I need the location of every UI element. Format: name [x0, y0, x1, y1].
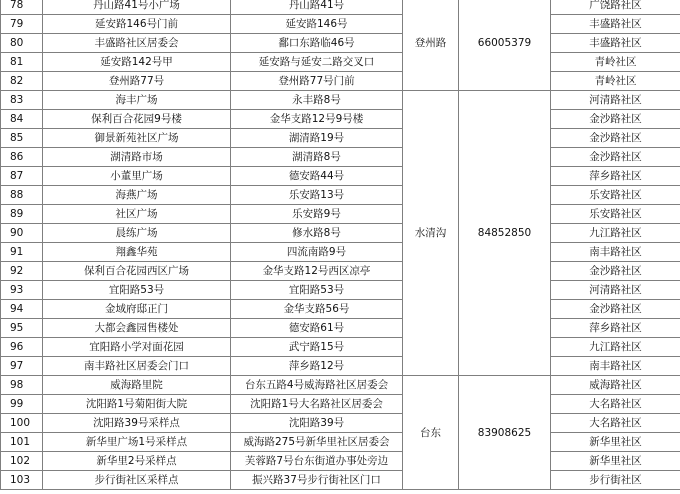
table-row — [1, 34, 680, 53]
table-row — [1, 243, 680, 262]
site-address: 登州路77号门前 — [231, 72, 403, 91]
site-address: 德安路44号 — [231, 167, 403, 186]
row-number: 96 — [1, 338, 43, 357]
site-address: 延安路146号 — [231, 15, 403, 34]
site-name: 御景新苑社区广场 — [43, 129, 231, 148]
site-name: 沈阳路39号采样点 — [43, 414, 231, 433]
table-row — [1, 376, 680, 395]
row-number: 100 — [1, 414, 43, 433]
row-number: 99 — [1, 395, 43, 414]
row-number: 87 — [1, 167, 43, 186]
site-name: 保利百合花园9号楼 — [43, 110, 231, 129]
community-name: 九江路社区 — [551, 338, 680, 357]
site-address: 振兴路37号步行街社区门口 — [231, 471, 403, 490]
site-name: 新华里广场1号采样点 — [43, 433, 231, 452]
community-name: 金沙路社区 — [551, 148, 680, 167]
site-name: 南丰路社区居委会门口 — [43, 357, 231, 376]
community-name: 金沙路社区 — [551, 129, 680, 148]
table-row — [1, 471, 680, 490]
site-address: 金华支路12号9号楼 — [231, 110, 403, 129]
site-name: 登州路77号 — [43, 72, 231, 91]
site-address: 金华支路12号西区凉亭 — [231, 262, 403, 281]
site-name: 小董里广场 — [43, 167, 231, 186]
site-address: 鄱口东路临46号 — [231, 34, 403, 53]
site-address: 丹山路41号 — [231, 0, 403, 15]
community-name: 威海路社区 — [551, 376, 680, 395]
row-number: 102 — [1, 452, 43, 471]
row-number: 83 — [1, 91, 43, 110]
table-row — [1, 0, 680, 15]
district-phone: 83908625 — [459, 376, 551, 490]
community-name: 九江路社区 — [551, 224, 680, 243]
row-number: 89 — [1, 205, 43, 224]
community-name: 南丰路社区 — [551, 243, 680, 262]
row-number: 80 — [1, 34, 43, 53]
site-address: 萍乡路12号 — [231, 357, 403, 376]
row-number: 91 — [1, 243, 43, 262]
site-address: 湖清路19号 — [231, 129, 403, 148]
table-row — [1, 433, 680, 452]
district-phone: 84852850 — [459, 91, 551, 376]
table-row — [1, 357, 680, 376]
site-name: 丹山路41号小广场 — [43, 0, 231, 15]
site-address: 芙蓉路7号台东街道办事处旁边 — [231, 452, 403, 471]
community-name: 青岭社区 — [551, 72, 680, 91]
community-name: 乐安路社区 — [551, 186, 680, 205]
table-row — [1, 129, 680, 148]
site-address: 威海路275号新华里社区居委会 — [231, 433, 403, 452]
table-row — [1, 452, 680, 471]
community-name: 新华里社区 — [551, 452, 680, 471]
district-name: 台东 — [403, 376, 459, 490]
site-address: 乐安路13号 — [231, 186, 403, 205]
site-name: 宜阳路小学对面花园 — [43, 338, 231, 357]
community-name: 乐安路社区 — [551, 205, 680, 224]
site-name: 翔鑫华苑 — [43, 243, 231, 262]
row-number: 85 — [1, 129, 43, 148]
row-number: 98 — [1, 376, 43, 395]
table-row — [1, 395, 680, 414]
district-name: 登州路 — [403, 0, 459, 91]
table-row — [1, 110, 680, 129]
row-number: 90 — [1, 224, 43, 243]
table-row — [1, 72, 680, 91]
table-row — [1, 300, 680, 319]
site-name: 海燕广场 — [43, 186, 231, 205]
row-number: 79 — [1, 15, 43, 34]
site-name: 晨练广场 — [43, 224, 231, 243]
site-name: 金域府邸正门 — [43, 300, 231, 319]
row-number: 78 — [1, 0, 43, 15]
table-body — [1, 0, 680, 490]
site-address: 武宁路15号 — [231, 338, 403, 357]
site-address: 金华支路56号 — [231, 300, 403, 319]
site-address: 永丰路8号 — [231, 91, 403, 110]
row-number: 92 — [1, 262, 43, 281]
community-name: 丰盛路社区 — [551, 15, 680, 34]
table-row — [1, 338, 680, 357]
table-row — [1, 186, 680, 205]
table-row — [1, 414, 680, 433]
community-name: 广饶路社区 — [551, 0, 680, 15]
community-name: 金沙路社区 — [551, 300, 680, 319]
site-address: 沈阳路39号 — [231, 414, 403, 433]
table-row — [1, 281, 680, 300]
row-number: 97 — [1, 357, 43, 376]
site-name: 湖清路市场 — [43, 148, 231, 167]
community-name: 河清路社区 — [551, 281, 680, 300]
site-address: 四流南路9号 — [231, 243, 403, 262]
table-row — [1, 319, 680, 338]
site-address: 湖清路8号 — [231, 148, 403, 167]
site-address: 台东五路4号威海路社区居委会 — [231, 376, 403, 395]
community-name: 萍乡路社区 — [551, 319, 680, 338]
community-name: 河清路社区 — [551, 91, 680, 110]
community-name: 丰盛路社区 — [551, 34, 680, 53]
site-name: 威海路里院 — [43, 376, 231, 395]
table-row — [1, 167, 680, 186]
site-name: 新华里2号采样点 — [43, 452, 231, 471]
site-name: 海丰广场 — [43, 91, 231, 110]
community-name: 步行街社区 — [551, 471, 680, 490]
community-name: 新华里社区 — [551, 433, 680, 452]
row-number: 95 — [1, 319, 43, 338]
site-name: 沈阳路1号菊阳街大院 — [43, 395, 231, 414]
site-address: 延安路与延安二路交叉口 — [231, 53, 403, 72]
site-name: 延安路142号甲 — [43, 53, 231, 72]
table-row — [1, 224, 680, 243]
table-row — [1, 53, 680, 72]
table-row — [1, 262, 680, 281]
district-phone: 66005379 — [459, 0, 551, 91]
site-address: 沈阳路1号大名路社区居委会 — [231, 395, 403, 414]
community-name: 大名路社区 — [551, 395, 680, 414]
district-name: 水清沟 — [403, 91, 459, 376]
row-number: 86 — [1, 148, 43, 167]
row-number: 101 — [1, 433, 43, 452]
row-number: 103 — [1, 471, 43, 490]
row-number: 81 — [1, 53, 43, 72]
row-number: 93 — [1, 281, 43, 300]
row-number: 88 — [1, 186, 43, 205]
community-name: 大名路社区 — [551, 414, 680, 433]
site-address: 乐安路9号 — [231, 205, 403, 224]
site-name: 丰盛路社区居委会 — [43, 34, 231, 53]
site-address: 德安路61号 — [231, 319, 403, 338]
community-name: 萍乡路社区 — [551, 167, 680, 186]
site-name: 大都会鑫园售楼处 — [43, 319, 231, 338]
row-number: 82 — [1, 72, 43, 91]
community-name: 青岭社区 — [551, 53, 680, 72]
site-address: 修水路8号 — [231, 224, 403, 243]
row-number: 94 — [1, 300, 43, 319]
table-row — [1, 15, 680, 34]
site-name: 保利百合花园西区广场 — [43, 262, 231, 281]
site-name: 宜阳路53号 — [43, 281, 231, 300]
site-name: 延安路146号门前 — [43, 15, 231, 34]
table-row — [1, 91, 680, 110]
community-name: 金沙路社区 — [551, 110, 680, 129]
community-name: 金沙路社区 — [551, 262, 680, 281]
row-number: 84 — [1, 110, 43, 129]
site-name: 步行街社区采样点 — [43, 471, 231, 490]
table-row — [1, 205, 680, 224]
community-name: 南丰路社区 — [551, 357, 680, 376]
site-address: 宜阳路53号 — [231, 281, 403, 300]
site-name: 社区广场 — [43, 205, 231, 224]
table-row — [1, 148, 680, 167]
